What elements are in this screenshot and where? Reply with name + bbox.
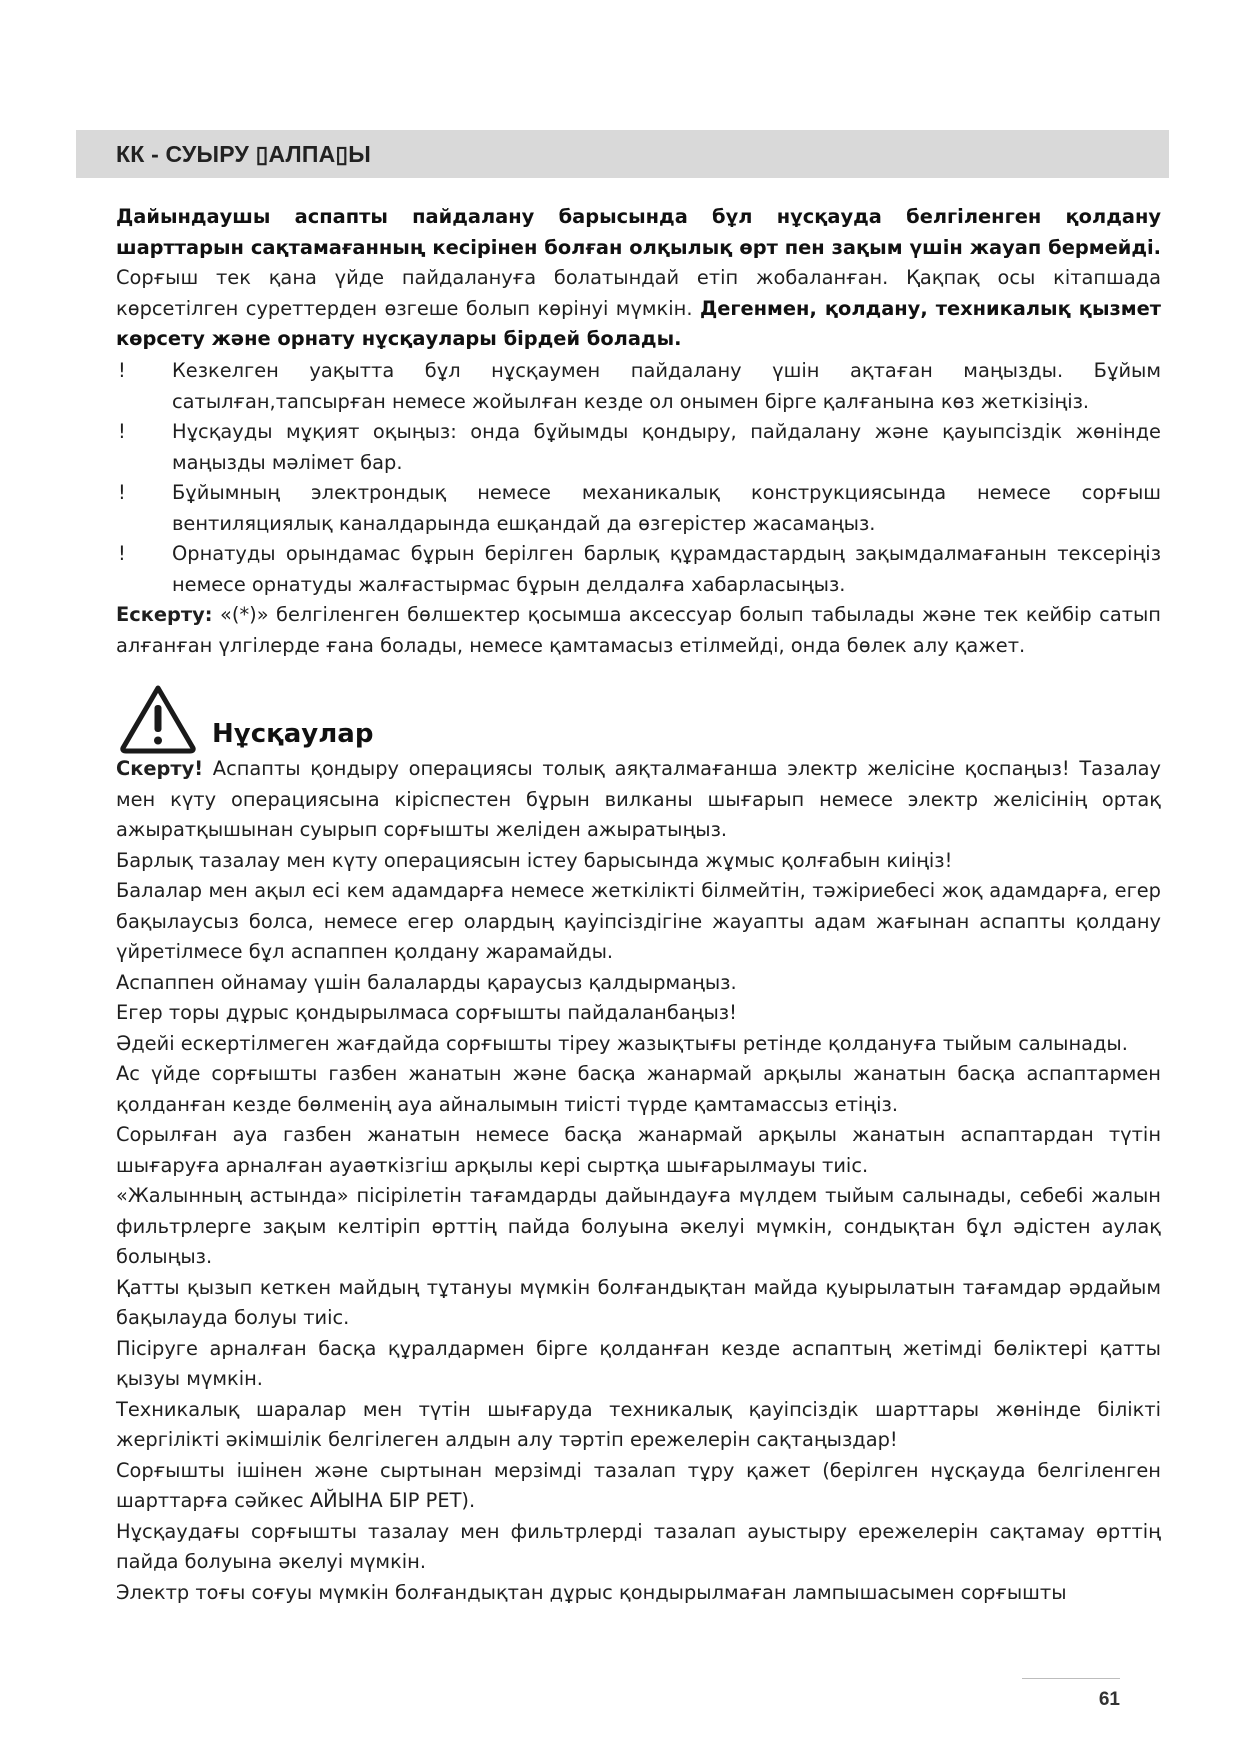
instruction-paragraph: Сорылған ауа газбен жанатын немесе басқа жанармай арқылы жанатын аспаптардан түтін шығаруға арналған ауаөткізгіш арқылы кері сыртқа шығарылмауы тиіс.: [116, 1123, 1161, 1177]
instruction-paragraph: Ас үйде сорғышты газбен жанатын және басқа жанармай арқылы жанатын басқа аспаптармен қолданған кезде бөлменің ауа айналымын тиісті түрде қамтамассыз етіңіз.: [116, 1062, 1161, 1116]
instruction-paragraph: Қатты қызып кеткен майдың тұтануы мүмкін болғандықтан майда қуырылатын тағамдар әрдайым бақылауда болуы тиіс.: [116, 1275, 1161, 1329]
instructions-body: [116, 754, 1161, 1608]
instruction-paragraph: [116, 754, 1161, 846]
list-item: [116, 356, 1161, 417]
instruction-paragraph: Нұсқаудағы сорғышты тазалау мен фильтрлерді тазалап ауыстыру ережелерін сақтамау өрттің пайда болуына әкелуі мүмкін.: [116, 1519, 1161, 1573]
page-title: КК - СУЫРУ ▯АЛПА▯Ы: [116, 140, 371, 167]
section-title-bar: [76, 130, 1169, 178]
instruction-paragraph: Барлық тазалау мен күту операциясын істеу барысында жұмыс қолғабын киіңіз!: [116, 848, 953, 872]
bullet-list: [116, 356, 1161, 600]
instruction-paragraph: Пісіруге арналған басқа құралдармен бірге қолданған кезде аспаптың жетімді бөліктері қатты қызуы мүмкін.: [116, 1336, 1161, 1390]
intro-bold-lead: Дайындаушы аспапты пайдалану барысында бұл нұсқауда белгіленген қолдану шарттарын сақтамағанның кесірінен болған олқылық өрт пен зақым үшін жауап бермейді.: [116, 205, 1161, 259]
note-text: «(*)» белгіленген бөлшектер қосымша аксессуар болып табылады және тек кейбір сатып алғанған үлгілерде ғана болады, немесе қамтамасыз етілмейді, онда бөлек алу қажет.: [116, 603, 1161, 657]
instruction-paragraph: Әдейі ескертілмеген жағдайда сорғышты тіреу жазықтығы ретінде қолдануға тыйым салынады.: [116, 1031, 1128, 1055]
page-number: 61: [1098, 1689, 1120, 1710]
bullet-text: Кезкелген уақытта бұл нұсқаумен пайдалану үшін ақтаған маңызды. Бұйым сатылған,тапсырған немесе жойылған кезде ол онымен бірге қалғанына көз жеткізіңіз.: [172, 359, 1161, 413]
list-item: [116, 539, 1161, 600]
intro-paragraph: [116, 202, 1161, 355]
bullet-mark: !: [118, 359, 126, 382]
intro-regular-text: Сорғыш тек қана үйде пайдалануға болатындай етіп жобаланған. Қақпақ осы кітапшада көрсетілген суреттерден өзгеше болып көрінуі мүмкін.: [116, 266, 1161, 320]
list-item: [116, 417, 1161, 478]
bullet-mark: !: [118, 481, 126, 504]
bullet-mark: !: [118, 420, 126, 443]
warning-triangle-icon: [118, 683, 198, 755]
footer-divider: [1022, 1678, 1120, 1679]
instruction-paragraph: Электр тоғы соғуы мүмкін болғандықтан дұрыс қондырылмаған лампышасымен сорғышты: [116, 1580, 1067, 1604]
instruction-paragraph: «Жалынның астында» пісірілетін тағамдарды дайындауға мүлдем тыйым салынады, себебі жалын фильтрлерге зақым келтіріп өрттің пайда болуына әкелуі мүмкін, сондықтан бұл әдістен аулақ болыңыз.: [116, 1184, 1161, 1268]
instruction-paragraph: Аспаппен ойнамау үшін балаларды қараусыз қалдырмаңыз.: [116, 970, 737, 994]
instruction-paragraph: Сорғышты ішінен және сыртынан мерзімді тазалап тұру қажет (берілген нұсқауда белгіленген шарттарға сәйкес АЙЫНА БІР РЕТ).: [116, 1458, 1161, 1512]
bullet-text: Орнатуды орындамас бұрын берілген барлық құрамдастардың зақымдалмағанын тексеріңіз немесе орнатуды жалғастырмас бұрын делдалға хабарласыңыз.: [172, 542, 1161, 596]
section-heading: Нұсқаулар: [212, 719, 374, 749]
bullet-mark: !: [118, 542, 126, 565]
instruction-paragraph: Балалар мен ақыл есі кем адамдарға немесе жеткілікті білмейтін, тәжіриебесі жоқ адамдарға, егер бақылаусыз болса, немесе егер олардың қауіпсіздігіне жауапты адам жағынан аспапты қолдану үйретілмесе бұл аспаппен қолдану жарамайды.: [116, 879, 1161, 963]
list-item: [116, 478, 1161, 539]
warning-label: Скерту!: [116, 757, 204, 780]
note-label: Ескерту:: [116, 603, 213, 626]
intro-bold-tail: Дегенмен, қолдану, техникалық қызмет көрсету және орнату нұсқаулары бірдей болады.: [116, 296, 1161, 350]
instruction-paragraph: Техникалық шаралар мен түтін шығаруда техникалық қауіпсіздік шарттары жөнінде білікті жергілікті әкімшілік белгілеген алдын алу тәртіп ережелерін сақтаңыздар!: [116, 1397, 1161, 1451]
note-paragraph: [116, 600, 1161, 661]
bullet-text: Бұйымның электрондық немесе механикалық конструкциясында немесе сорғыш вентиляциялық каналдарында ешқандай да өзгерістер жасамаңыз.: [172, 481, 1161, 535]
instruction-paragraph: Егер торы дұрыс қондырылмаса сорғышты пайдаланбаңыз!: [116, 1001, 737, 1024]
bullet-text: Нұсқауды мұқият оқыңыз: онда бұйымды қондыру, пайдалану және қауыпсіздік жөнінде маңызды мәлімет бар.: [172, 420, 1161, 474]
warning-text: Аспапты қондыру операциясы толық аяқталмағанша электр желісіне қоспаңыз! Тазалау мен күту операциясына кіріспестен бұрын вилканы шығарып немесе электр желісінің ортақ ажыратқышынан суырып сорғышты желіден ажыратыңыз.: [116, 757, 1161, 841]
